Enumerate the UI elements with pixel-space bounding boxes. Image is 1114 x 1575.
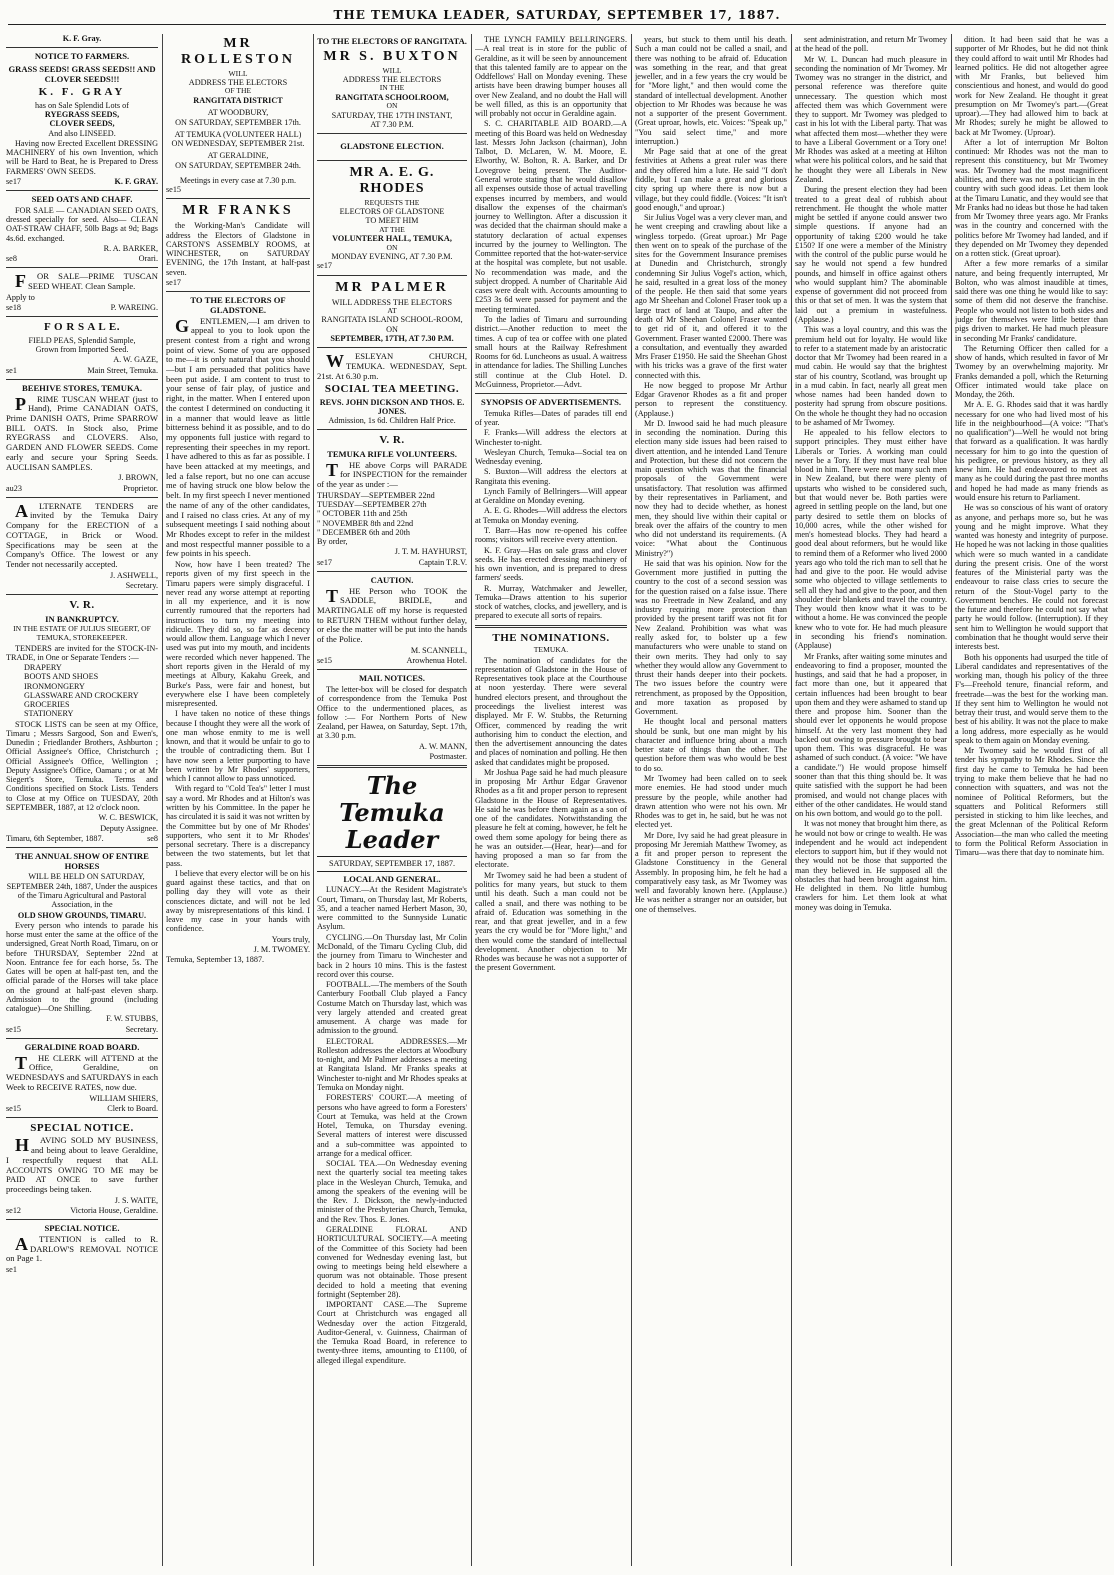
horse-show-heading: THE ANNUAL SHOW OF ENTIRE HORSES	[15, 851, 149, 871]
rifle-date: " DECEMBER 6th and 20th	[317, 527, 410, 537]
buxton-line: ADDRESS THE ELECTORS	[342, 75, 442, 85]
rolleston-line: OF THE	[224, 86, 252, 96]
ad-reference: se8	[6, 254, 17, 264]
buxton-to: TO THE ELECTORS OF RANGITATA.	[317, 36, 467, 46]
ad-reference: se15	[6, 1024, 22, 1034]
rifle-title: Captain T.R.V.	[418, 557, 467, 567]
nominations-paragraph: dition. It had been said that he was a supporter of Mr Rhodes, but he did not think they could afford to wait until Mr Rhodes had learned politics. He did not altogether agree with Mr Franks, but believed him conscientious and honest, and would do good work for New Zealand. He thought it great presumption on Mr Twomey's part.—(Great uproar).—They had allowed him to back at Mr Rhodes; surely he might be allowed to back at Mr Twomey. (Uproar).	[955, 35, 1108, 137]
ad-reference: se17	[166, 277, 182, 287]
oats-body: FOR SALE — CANADIAN SEED OATS, dressed specially for seed. Also— CLEAN OAT-STRAW CHAFF, 50lb Bags at 9d; Bags 4s.6d. exchanged.	[6, 205, 158, 243]
synopsis-item: Lynch Family of Bellringers—Will appear at Geraldine on Monday evening.	[475, 486, 627, 506]
nominations-paragraph: He said that was his opinion. Now for the Government more justified in putting the country to the cost of a second session was for the question raised on a false issue. There was no Freetrade in New Zealand, and any industry requiring more protection than provided by the present tariff was not fit for New Zealand. Prohibition was what was really asked for, to bolster up a few manufacturers who were unable to stand on their own merits. They had only to say whether they would allow any Government to thrust their hands deeper into their pockets. The two issues before the country were retrenchment, as proposed by the Opposition, and more taxation as proposed by Government.	[635, 558, 787, 717]
synopsis-item: F. Franks—Will address the electors at Winchester to-night.	[475, 428, 627, 447]
vr-crest: V. R.	[69, 599, 95, 612]
rolleston-line: RANGITATA DISTRICT	[193, 96, 283, 106]
caution-body: THE Person who TOOK the SADDLE, BRIDLE, and MARTINGALE off my horse is requested to RETURN THEM without further delay, or else the matter will be put into the hands of the Police.	[317, 585, 467, 645]
bankruptcy-body: TENDERS are invited for the STOCK-IN-TRADE, in One or Separate Tenders :—	[6, 643, 158, 662]
palmer-line: AT	[387, 305, 397, 315]
nominations-paragraph: It was not money that brought him there, as he would not bow or cringe to wealth. He was independent and he would act independent electors to support him, but if they would not they would not be those that supported the man they believed in. He supposed all the obstacles that had been brought against him. He delighted in them. No little humbug crawlers for him. Let them look at what money was doing in Temuka.	[795, 819, 947, 912]
brown-title: Proprietor.	[123, 483, 158, 493]
gray-body: Having now Erected Excellent DRESSING MACHINERY of his own Invention, which will be Hard to Beat, he is Prepared to Dress FARMERS' OWN SEEDS.	[6, 138, 158, 176]
rolleston-line: ADDRESS THE ELECTORS	[188, 78, 288, 88]
nominations-paragraph: Both his opponents had usurped the title of Liberal candidates and representatives of the working man, though his policy of the three F's—Freehold tenure, financial reform, and freetrade—was the best for the working man. If they sent him to Wellington he would not betray their trust, and would serve them to the best of his ability. It was not the place to make a long address, more especially as he would speak to them again on Monday evening.	[955, 652, 1108, 745]
franks-name: MR FRANKS	[182, 203, 294, 219]
rifle-body: THE above Corps will PARADE for INSPECTION for the remainder of the year as under :—	[317, 459, 467, 490]
mail-signature: A. W. MANN,	[419, 741, 467, 751]
bankruptcy-subheading: IN THE ESTATE OF JULIUS SIEGERT, OF TEMUKA, STOREKEEPER.	[13, 624, 151, 642]
local-paragraph: SOCIAL TEA.—On Wednesday evening next the quarterly social tea meeting takes place in the Wesleyan Church, Temuka, and among the speakers of the evening will be the Rev. J. Dickson, the newly-inducted minister of the Presbyterian Church, Temuka, and the Rev. Thos. E. Jones.	[317, 1159, 467, 1224]
rolleston-time: Meetings in every case at 7.30 p.m.	[179, 175, 297, 185]
buxton-line: RANGITATA SCHOOLROOM,	[335, 92, 449, 102]
gladstone-election-heading: GLADSTONE ELECTION.	[340, 141, 444, 152]
nominations-paragraph: Mr Twomey said he would first of all tender his sympathy to Mr Rhodes. Since the first day he came to Temuka he had been trying to make them believe that he had no connection with squatters, and was not the nominee of Political Reformers, but the squatters and Political Reformers still persisted in sticking to him like leeches, and the great Mclennan of the Political Reform Association—the man who called the meeting to form the Political Reform Association in Timaru—was there that day to nominate him.	[955, 746, 1108, 858]
nominations-paragraph: After a few more remarks of a similar nature, and being frequently interrupted, Mr Bolton, who was almost inaudible at times, said there was one thing he would like to say: some of them did not deserve the franchise. People who would not listen to both sides and judge for themselves were little better than pigs driven to market. He had much pleasure in seconding Mr Franks' candidature.	[955, 259, 1108, 343]
mail-body: The letter-box will be closed for despatch of correspondence from the Temuka Post Office to the undermentioned places, as follow :— For Northern Ports of New Zealand, per Hawea, on Saturday, Sept. 17th, at 3.30 p.m.	[317, 685, 467, 741]
letter-paragraph: I believe that every elector will be on his guard against these tactics, and that on polling day they will vote as their consciences dictate, and will not be led away by misrepresentations of this kind. I leave my case in your hands with confidence.	[166, 868, 310, 934]
letter-signature: J. M. TWOMEY.	[253, 944, 310, 954]
gray-line: RYEGRASS SEEDS,	[44, 110, 120, 120]
charitable-paragraph: S. C. CHARITABLE AID BOARD.—A meeting of this Board was held on Wednesday last. Messrs John Jackson (chairman), John Talbot, D. McLaren, W. M. Moore, E. Elworthy, W. Bolton, R. A. Barker, and Dr Lovegrove being present. The Auditor-General wrote stating that he would disallow all expenses outside those of actual travelling expenses incurred by members, and would disallow the expenses of the chairman's journey to Wellington. After a discussion it was decided that the chairman should make a statutory declaration of actual expenses incurred by the journey to Wellington. The Committee reported that the hot-water-service at the hospital was complete, but not usable. No recommendation was made, and the subject dropped. A number of Charitable Aid cases were dealt with. Accounts amounting to £253 3s 6d were passed for payment and the meeting terminated.	[475, 119, 627, 314]
nominations-paragraph: Mr Page said that at one of the great festivities at Athens a great ruler was there and they offered him a lute. He said "I don't fiddle, but I can make a great and glorious city spring up where there is now but a village, but they could fiddle. (Voices: "It isn't good enough," and uproar.)	[635, 147, 787, 212]
stock-item: GLASSWARE AND CROCKERY	[24, 690, 139, 700]
ad-reference: se17	[6, 176, 22, 186]
nominations-paragraph: sent administration, and return Mr Twomey at the head of the poll.	[795, 35, 947, 54]
letter-heading: TO THE ELECTORS OF GLADSTONE.	[190, 295, 286, 315]
nominations-paragraph: He now begged to propose Mr Arthur Edgar Gravenor Rhodes as a fit and proper person to represent the constituency. (Applause.)	[635, 380, 787, 418]
for-sale-line: FIELD PEAS, Splendid Sample,	[28, 335, 136, 345]
nominations-paragraph: Sir Julius Vogel was a very clever man, and he went creeping and crawling about like a wingless torpedo. (Great uproar.) Mr Page then went on to speak of the purchase of the sites for the Government Insurance premises at Dunedin and Christchurch, strongly condemning Sir Julius Vogel's action, which, he said, resulted in a great loss of the money of the people. He then said that some years ago Mr Sheehan and Colonel Fraser took up a large tract of land at Taupo, and after the death of Mr Sheehan Colonel Fraser wanted to get rid of it, and offered it to the Government. Fraser wanted £2000. There was a consultation, and eventually they awarded Mrs Fraser £1950. He said the Sheehan Ghost with his tricks was a grave of the first water connected with this.	[635, 213, 787, 380]
horse-show-body: WILL BE HELD ON SATURDAY, SEPTEMBER 24th, 1887, Under the auspices of the Timaru Agricultural and Pastoral Association, in the	[6, 872, 158, 910]
column-advertisements-1	[6, 34, 158, 1566]
synopsis-item: A. E. G. Rhodes—Will address the electors at Temuka on Monday evening.	[475, 506, 627, 525]
palmer-name: MR PALMER	[335, 279, 449, 295]
rhodes-line: VOLUNTEER HALL, TEMUKA,	[332, 234, 452, 244]
local-paragraph: LUNACY.—At the Resident Magistrate's Court, Timaru, on Thursday last, Mr Roberts, 35, and a teacher named Herbert Mason, 30, were committed to the Sunnyside Lunatic Asylum.	[317, 885, 467, 932]
waite-place: Victoria House, Geraldine.	[70, 1205, 158, 1215]
geraldine-road-heading: GERALDINE ROAD BOARD.	[24, 1042, 140, 1052]
synopsis-heading: SYNOPSIS OF ADVERTISEMENTS.	[480, 397, 622, 408]
masthead-rule	[8, 24, 1106, 25]
rifle-date: " NOVEMBER 8th and 22nd	[317, 518, 414, 528]
rhodes-line: TO MEET HIM	[365, 216, 419, 226]
stock-item: IRONMONGERY	[24, 681, 85, 691]
special-notice-2-body: ATTENTION is called to R. DARLOW'S REMOVAL NOTICE on Page 1.	[6, 1233, 158, 1264]
column-divider	[951, 34, 952, 1566]
local-paragraph: CYCLING.—On Thursday last, Mr Colin McDonald, of the Timaru Cycling Club, did the journey from Timaru to Winchester and back in 2 hours 10 mins. This is the fastest record over this course.	[317, 932, 467, 979]
ad-reference: se8	[147, 833, 158, 843]
rhodes-line: ON	[386, 242, 398, 252]
buxton-line: SATURDAY, THE 17TH INSTANT,	[331, 110, 453, 120]
nominations-paragraph: He appealed to his fellow electors to support principles. They must either have Liberals or Tories. A working man could never be a Tory. If they must have real blue blood in him. There were not many such men in New Zealand, but there were plenty of upstarts who wished to be considered such, but that would never be. Both parties were agreed in settling people on the land, but one party desired to settle them on blocks of 10,000 acres, while the other wished for men's homestead blocks. They had heard a good deal about reformers, but he would like to remind them of a Reformer who lived 2000 years ago who told the rich man to sell that he had and give to the poor. He would advise some who objected to village settlements to sell all they had and give to the poor, and then shoulder their blankets and travel the country. They would then know what it was to be without a home. He was convinced the people knew who to vote for. He had much pleasure in seconding his friend's nomination. (Applause)	[795, 428, 947, 651]
stock-body: STOCK LISTS can be seen at my Office, Timaru ; Messrs Sargood, Son and Ewen's, Dunedin ; Friedlander Brothers, Ashburton ; Official Assignee's Office, Christchurch ; Official Assignee's Office, Wellington ; Deputy Assignee's Office, Oamaru ; or at Mr Siegert's Store, Temuka. Terms and Conditions specified on Stock Lists. Tenders to Close at my Office on TUESDAY, 20th SEPTEMBER, 1887, at 12 o'clock noon.	[6, 719, 158, 813]
letter-paragraph: I have taken no notice of these things because I thought they were all the work of one man whose enmity to me is well known, and that it would be unfair to go to the trouble of contradicting them. But I have now seen a letter purporting to have been written by Mr Rhodes' supporters, which I cannot allow to pass unnoticed.	[166, 709, 310, 784]
synopsis-item: K. F. Gray—Has on sale grass and clover seeds. He has erected dressing machinery of his own invention, and is prepared to dress farmers' seeds.	[475, 545, 627, 583]
column-news-6	[795, 34, 947, 1566]
buxton-line: ON	[386, 101, 398, 111]
column-advertisements-2	[166, 34, 310, 1566]
letter-paragraph: Now, how have I been treated? The reports given of my first speech in the Timaru papers were simply disgraceful. I never read any worse attempt at reporting in all my experience, and it is now currently rumoured that the reporters had instructions to turn my meeting into ridicule. They did so, so far as decency would allow them. Language which I never used was put into my mouth, and incidents were recorded which never happened. The short reports given in the Herald of my meetings at Albury, Kakahu Greek, and Burke's Pass, were fair and honest, but everywhere else I have been completely misrepresented.	[166, 560, 310, 709]
palmer-line: WILL ADDRESS THE ELECTORS	[331, 297, 453, 307]
nominations-heading: THE NOMINATIONS.	[492, 631, 610, 644]
beehive-heading: BEEHIVE STORES, TEMUKA.	[21, 382, 143, 393]
franks-body: the Working-Man's Candidate will address the Electors of Gladstone in CARSTON'S ASSEMBLY ROOMS, at WINCHESTER, on SATURDAY EVENING, the 17th Instant, at half-past seven.	[166, 221, 310, 277]
ad-reference: au23	[6, 483, 22, 493]
stock-item: BOOTS AND SHOES	[24, 672, 99, 682]
rifle-date: TUESDAY—SEPTEMBER 27th	[317, 499, 427, 509]
rifle-by-order: By order,	[317, 537, 348, 547]
rolleston-line: ON SATURDAY, SEPTEMBER 17th.	[175, 117, 301, 127]
special-notice-heading: SPECIAL NOTICE.	[30, 1122, 134, 1135]
geraldine-road-body: THE CLERK will ATTEND at the Office, Geraldine, on WEDNESDAYS and SATURDAYS in each Week to RECEIVE RATES, now due.	[6, 1052, 158, 1092]
for-sale-heading: F O R S A L E.	[44, 321, 120, 334]
ladies-paragraph: To the ladies of Timaru and surrounding district.—Another reduction to meet the times. A cup of tea or coffee with one plated small hours at the Railway Refreshment Rooms for 6d. Luncheons as usual. A waitress in attendance for ladies. The Shilling Lunches still continue at the Club Hotel. D. McGuinness, Proprietor.—Advt.	[475, 314, 627, 389]
gaze-place: Main Street, Temuka.	[87, 365, 158, 375]
nominations-paragraph: He was so conscious of his want of oratory as anyone, and perhaps more so, but he was young and he might improve. What they wanted was honesty and integrity of purpose. He hoped he was not lacking in those qualities which were so much wanted in a candidate during the present crisis. One of the worst features of the Ministerial party was the endeavour to raise class cries to secure the return of the Stout-Vogel party to the Government benches. He could not forecast the future and therefore he could not say what party he would follow. (Interruption). If they sent him to Wellington he would support that combination that he thought would serve their interests best.	[955, 503, 1108, 652]
shiers-name: WILLIAM SHIERS,	[89, 1093, 158, 1103]
nominations-paragraph: Mr A. E. G. Rhodes said that it was hardly necessary for one who had lived most of his life in the neighbourhood—(A voice: "That's no qualification")—Well he would not bring that forward as a qualification. It was hardly necessary for him to go into the question of his pedigree, or previous history, as they all knew him. He had endeavoured to meet as many as he could during the past three months and hoped he had made as many friends as would ensure his return to Parliament.	[955, 400, 1108, 503]
mail-title: Postmaster.	[429, 751, 467, 761]
ad-reference: se15	[166, 185, 182, 195]
buxton-line: IN THE	[379, 83, 405, 93]
nominations-paragraph: The nomination of candidates for the representation of Gladstone in the House of Representatives took place at the Courthouse at noon yesterday. There were several hundred electors present, and throughout the proceedings the liveliest interest was displayed. Mr F. W. Stubbs, the Returning Officer, commenced by reading the writ authorising him to conduct the election, and then the advertisement announcing the dates and places of nomination and polling. He then asked that candidates might be proposed.	[475, 655, 627, 767]
letter-date: Temuka, September 13, 1887.	[166, 955, 265, 965]
letter-paragraph: GENTLEMEN,—I am driven to appeal to you to look upon the present contest from a right and wrong point of view. Some of you are opposed to me—it is only natural that you should—but I am persuaded that politics have been put aside. I am content to trust to your sense of fair play, of justice and right, in the matter. When I entered upon the contest I determined on conducting it in a manner that would leave as little bitterness behind it as possible, and to do my opponents full justice with regard to representing their speeches in my report. I have adhered to this as far as possible. I have been attacked at my meetings, and led a false report, but no one can accuse me of having struck one blow below the belt. In my first speech I never mentioned the name of any of the other candidates, and I raised no class cries. At any of my subsequent meetings I said nothing about Mr Rhodes except to refer in the mildest and most respectful manner possible to a few points in his speech.	[166, 315, 310, 559]
rolleston-line: ON SATURDAY, SEPTEMBER 24th.	[175, 160, 301, 170]
beswick-name: W. C. BESWICK,	[98, 813, 158, 823]
rhodes-name: MR A. E. G. RHODES	[349, 165, 435, 196]
nominations-paragraph: During the present election they had been treated to a great deal of rubbish about retrenchment. He thought the whole matter might be settled if anyone could answer two simple questions. If anyone had an opportunity of taking £200 would he take £150? If one were a member of the Ministry with the control of the public purse would he say he would not spend a few hundred pounds, and himself in office against others who would supplant him? The abominable expense of government did not proceed from this or that set of men. It was the system that laid out a premium in wastefulness. (Applause.)	[795, 185, 947, 324]
mail-heading: MAIL NOTICES.	[359, 673, 425, 684]
nominations-paragraph: Mr Twomey said he had been a student of politics for many years, but stuck to them until his death. Such a man could not be called a snail, and there was nothing to be afraid of. Education was something in the rear, and that great jeweller, and in a few years the cry would be for "More light," and then would come the standard of intellectual development. Another objection to Mr Rhodes was because he was not a supporter of the present Government.	[475, 870, 627, 973]
rhodes-line: REQUESTS THE	[364, 197, 420, 207]
ad-reference: se15	[6, 1103, 22, 1113]
gray-signature: K. F. GRAY.	[114, 176, 158, 186]
rolleston-line: AT WOODBURY,	[207, 108, 269, 118]
ashwell-title: Secretary.	[125, 580, 158, 590]
grass-seeds-heading: GRASS SEEDS! GRASS SEEDS!! AND CLOVER SEEDS!!!	[8, 63, 156, 84]
rolleston-will: WILL	[228, 68, 248, 78]
buxton-line: AT 7.30 P.M.	[370, 120, 414, 130]
rifle-heading: TEMUKA RIFLE VOLUNTEERS.	[327, 448, 457, 459]
beswick-title: Deputy Assignee.	[100, 823, 158, 833]
nominations-paragraph: Mr Joshua Page said he had much pleasure in proposing Mr Arthur Edgar Gravenor Rhodes as a fit and proper person to represent Gladstone in the House of Representatives. He said he was before them again as a son of one of the candidates. Notwithstanding the pleasure he felt at coming, however, he felt he owed them some apology for being there as he was an outsider.—(Hear, hear)—and for having proposed a man so far from the electorate.	[475, 767, 627, 870]
stubbs-name: F. W. STUBBS,	[106, 1014, 158, 1024]
dairy-tender-body: ALTERNATE TENDERS are invited by the Temuka Dairy Company for the ERECTION of a COTTAGE, in Brick or Wood. Specifications may be seen at the Company's Office. The lowest or any Tender not necessarily accepted.	[6, 500, 158, 569]
rhodes-line: ELECTORS OF GLADSTONE	[339, 207, 445, 217]
rolleston-line: AT TEMUKA (VOLUNTEER HALL)	[174, 129, 302, 139]
brown-name: J. BROWN,	[118, 473, 158, 483]
social-tea-heading: SOCIAL TEA MEETING.	[324, 383, 460, 396]
palmer-line: SEPTEMBER, 17TH, AT 7.30 P.M.	[330, 333, 454, 343]
stubbs-title: Secretary.	[125, 1024, 158, 1034]
wheat-body: FOR SALE—PRIME TUSCAN SEED WHEAT. Clean Sample.	[15, 271, 158, 292]
caution-signature: M. SCANNELL,	[410, 645, 467, 655]
column-divider	[313, 34, 314, 1566]
rifle-signature: J. T. M. HAYHURST,	[394, 547, 467, 557]
wheat-signature: P. WAREING.	[110, 303, 158, 313]
synopsis-item: Temuka Rifles—Dates of parades till end of year.	[475, 408, 627, 428]
buxton-name: MR S. BUXTON	[323, 48, 461, 64]
column-news-4	[475, 34, 627, 1566]
column-advertisements-3	[317, 34, 467, 1566]
notice-heading: NOTICE TO FARMERS.	[34, 51, 130, 62]
gray-line: has on Sale Splendid Lots of	[35, 100, 129, 110]
ad-reference: se17	[317, 557, 333, 567]
social-tea-admission: Admission, 1s 6d. Children Half Price.	[328, 416, 456, 426]
waite-name: J. S. WAITE,	[114, 1195, 158, 1205]
oats-heading: SEED OATS AND CHAFF.	[31, 194, 133, 205]
nominations-paragraph: After a lot of interruption Mr Bolton continued: Mr Rhodes was not the man to represent this constituency, but Mr Twomey was. Mr Twomey had the most magnificent abilities, and there was not a politician in the country with such good ideas. Let them look at the Timaru Lunatic, and they would see that Mr Franks had no ideas but those he had taken from Mr Twomey three years ago. Mr Franks was in the country and concerned with the politics before Mr Twomey had landed, and if they depended on Mr Twomey they depended on a rotten stick. (Great uproar).	[955, 137, 1108, 259]
caution-heading: CAUTION.	[370, 574, 414, 585]
column-divider	[471, 34, 472, 1566]
column-divider	[162, 34, 163, 1566]
ashwell-name: J. ASHWELL,	[110, 570, 158, 580]
local-paragraph: ELECTORAL ADDRESSES.—Mr Rolleston addresses the electors at Woodbury to-night, and Mr Palmer addresses a meeting at Rangitata Island. Mr Franks speaks at Winchester to-night and Mr Rhodes speaks at Temuka on Monday night.	[317, 1036, 467, 1092]
oats-place: Orari.	[138, 254, 158, 264]
palmer-line: RANGITATA ISLAND SCHOOL-ROOM, ON	[321, 315, 463, 334]
horse-show-details: Every person who intends to parade his horse must enter the same at the office of the undersigned, Great North Road, Timaru, on or before THURSDAY, September 22nd at Noon. Entrance fee for each horse, 5s. The Gates will be open at half-past ten, and the official parade of the Horses will take place on the ground at half-past eleven sharp. Admission to the ground (including catalogue)—One Shilling.	[6, 920, 158, 1014]
lynch-paragraph: THE LYNCH FAMILY BELLRINGERS.—A real treat is in store for the public of Geraldine, as it will be seen by announcement that this talented family are to appear on the Oddfellows' Hall on Monday evening. These artists have been drawing bumper houses all over New Zealand, and no doubt the Hall will be well filled, as this is an opportunity that will probably not occur in Geraldine again.	[475, 35, 627, 119]
wheat-apply: Apply to	[6, 292, 35, 302]
for-sale-line: Grown from Imported Seed.	[35, 345, 129, 355]
vr-crest: V. R.	[379, 434, 405, 447]
stock-item: GROCERIES	[24, 700, 70, 710]
nominations-paragraph: years, but stuck to them until his death. Such a man could not be called a snail, and there was nothing to be afraid of. Education was something in the rear, and that great jeweller, and in a few years the cry would be for "More light," and then would come the standard of intellectual development. Another objection to Mr Rhodes was because he was not a supporter of the present Government. (Great uproar, howls, etc. Voices: "Speak up," "You said select time," and more interruption.)	[635, 35, 787, 146]
ad-reference: se12	[6, 1205, 22, 1215]
beehive-body: PRIME TUSCAN WHEAT (just to Hand), Prime CANADIAN OATS, Prime DANISH OATS, Prime SPARROW BILL OATS. In Stock also, Prime RYEGRASS and CLOVERS. Also, GARDEN AND FLOWER SEEDS. Come early and secure your Spring Seeds. AUCLISAN SAMPLES.	[6, 393, 158, 472]
local-paragraph: IMPORTANT CASE.—The Supreme Court at Christchurch was engaged all Wednesday over the action Fitzgerald, Auditor-General, v. Guinness, Chairman of the Temuka Road Board, in reference to twenty-three items, amounting to £1100, of alleged illegal expenditure.	[317, 1300, 467, 1365]
page-masthead: THE TEMUKA LEADER, SATURDAY, SEPTEMBER 17, 1887.	[333, 8, 781, 22]
gray-name-large: K. F. GRAY	[38, 86, 126, 99]
synopsis-item: T. Barr—Has now re-opened his coffee rooms; visitors will receive every attention.	[475, 525, 627, 545]
nominations-subheading: TEMUKA.	[533, 645, 569, 655]
gray-header-name: K. F. Gray.	[62, 34, 102, 43]
rolleston-line: ON WEDNESDAY, SEPTEMBER 21st.	[171, 139, 305, 149]
letter-paragraph: With regard to "Cold Tea's" letter I must say a word. Mr Rhodes and at Hilton's was written by his Committee. In the paper he has circulated it is said it was not written by the Committee but by one of Mr Rhodes' supporters, who sent it to Mr Rhodes' personal secretary. There is a discrepancy between the two statements, but let that pass.	[166, 784, 310, 868]
ad-reference: se17	[317, 261, 333, 271]
column-news-5	[635, 34, 787, 1566]
shiers-title: Clerk to Board.	[107, 1103, 158, 1113]
rhodes-line: AT THE	[379, 224, 405, 234]
gray-line: CLOVER SEEDS,	[49, 119, 115, 129]
rolleston-line: AT GERALDINE,	[207, 151, 269, 161]
bankruptcy-heading: IN BANKRUPTCY.	[45, 613, 119, 624]
ad-reference: se15	[317, 656, 333, 666]
wesleyan-body: WESLEYAN CHURCH, TEMUKA. WEDNESDAY, Sept. 21st. At 6.30 p.m.	[317, 351, 467, 381]
synopsis-item: Wesleyan Church, Temuka—Social tea on Wednesday evening.	[475, 447, 627, 467]
rifle-date: " OCTOBER 11th and 25th	[317, 509, 408, 519]
local-general-heading: LOCAL AND GENERAL.	[343, 873, 441, 884]
local-paragraph: FOOTBALL.—The members of the South Canterbury Football Club played a Fancy Costume Match on Thursday last, which was very largely attended and created great amusement. A charge was made for admission to the ground.	[317, 980, 467, 1036]
ad-reference: se18	[6, 303, 22, 313]
special-notice-2-heading: SPECIAL NOTICE.	[44, 1223, 120, 1234]
gray-line: And also LINSEED.	[48, 128, 116, 138]
caution-place: Arowhenua Hotel.	[406, 656, 467, 666]
ad-reference: se1	[6, 365, 17, 375]
nominations-paragraph: Mr Dore, Ivy said he had great pleasure in proposing Mr Jeremiah Matthew Twomey, as a fit and proper person to represent the Gladstone Constituency in the General Assembly. In proposing him, he felt he had a comparatively easy task, as Mr Twomey was well and favorably known here. (Applause.) He was neither a stranger nor an outsider, but one of themselves.	[635, 830, 787, 914]
newspaper-title: The Temuka Leader	[339, 771, 445, 855]
nominations-paragraph: The Returning Officer then called for a show of hands, which resulted in favor of Mr Twomey by an overwhelming majority. Mr Franks demanded a poll, which the Returning Officer intimated would take place on Monday, the 26th.	[955, 343, 1108, 400]
local-paragraph: GERALDINE FLORAL AND HORTICULTURAL SOCIETY.—A meeting of the Committee of this Society had been convened for Wednesday evening last, but owing to meetings being held elsewhere a quorum was not obtainable. Those present decided to hold a meeting that evening fortnight (September 28).	[317, 1224, 467, 1299]
stock-item: DRAPERY	[24, 663, 62, 673]
ad-reference: se1	[6, 1265, 17, 1275]
oats-signature: R. A. BARKER,	[103, 243, 158, 253]
nominations-paragraph: Mr Twomey had been called on to seek more enemies. He had stood under much pressure by the people, while another had drawn attention who were not his own. Mr Rhodes was to get in, he said, but he was not elected yet.	[635, 773, 787, 830]
column-divider	[631, 34, 632, 1566]
rolleston-name: MR ROLLESTON	[181, 36, 295, 67]
nominations-paragraph: Mr D. Inwood said he had much pleasure in seconding the nomination. During this election many side issues had been raised to divert attention, and he intended Land Tenure and Protection, but these did not concern the main question which was that the financial proposals of the Government were unsatisfactory. That resolution was affirmed by their representatives in Parliament, and now they had to decide whether, as honest men, they should live within their capital or break over the affairs of the country to men who did not understand its requirements. (A voice: "What about the Continuous Ministry?")	[635, 418, 787, 558]
social-tea-revs: REVS. JOHN DICKSON AND THOS. E. JONES.	[319, 397, 465, 416]
synopsis-item: R. Murray, Watchmaker and Jeweller, Temuka—Draws attention to his superior stock of watches, clocks, and jewellery, and is prepared to execute all sorts of repairs.	[475, 583, 627, 621]
buxton-line: WILL	[382, 65, 402, 75]
gaze-name: A. W. GAZE,	[113, 355, 158, 365]
local-paragraph: FORESTERS' COURT.—A meeting of persons who have agreed to form a Foresters' Court at Temuka, was held at the Crown Hotel, Temuka, on Thursday evening. Several matters of interest were discussed and a sub-committee was appointed to arrange for a medical officer.	[317, 1093, 467, 1158]
beswick-date: Timaru, 6th September, 1887.	[6, 833, 104, 843]
letter-close: Yours truly,	[271, 934, 310, 944]
nominations-paragraph: Mr W. L. Duncan had much pleasure in seconding the nomination of Mr Twomey. Mr Twomey was no stranger in the district, and personal reference was therefore quite unnecessary. The question which most affected them was which Government were they to support. Mr Twomey was pledged to cast in his lot with the Liberal party. That was what affected them most—whether they were to have a Liberal Government or a Tory one! Mr Rhodes was asked at a meeting at Hilton what were his political colors, and he said that he thought they were all Liberals in New Zealand.	[795, 54, 947, 184]
nominations-paragraph: This was a loyal country, and this was the premium held out for loyalty. He would like to refer to a statement made by an aristocratic doctor that Mr Twomey had been reared in a mud cabin. He would say that the brightest star of his country, Scotland, was brought up in a mud cabin. In fact, nearly all great men whose names had been handed down to posterity had sprung from obscure positions. On the whole he thought they had no occasion to be ashamed of Mr Twomey.	[795, 325, 947, 427]
horse-show-place: OLD SHOW GROUNDS, TIMARU.	[17, 910, 147, 920]
nominations-paragraph: He thought local and personal matters should be sunk, but one man might by his character and influence bring about a much better state of things than the other. The question before them was who would be best to do so.	[635, 717, 787, 773]
stock-item: STATIONERY	[24, 709, 74, 719]
synopsis-item: S. Buxton—Will address the electors at Rangitata this evening.	[475, 467, 627, 486]
nominations-paragraph: Mr Franks, after waiting some minutes and endeavoring to find a proposer, mounted the hustings, and said that he had a proposer, in fact more than one, but it appeared that certain influences had been brought to bear upon them and they were ashamed to stand up there and propose him. Sooner than the should ever let opponents he would propose himself. At the very last moment they had backed out owing to pressure brought to bear upon them. This was disgraceful. He was ashamed of such conduct. (A voice: "We have a candidate.") He would propose himself sooner than that this thing should be. It was quite satisfied with the support he had been promised, and would not change places with either of the other candidates. He would stand on his own bottom, and would go to the poll.	[795, 651, 947, 819]
special-notice-body: HAVING SOLD MY BUSINESS, and being about to leave Geraldine, I respectfully request that ALL ACCOUNTS OWING TO ME may be PAID AT ONCE to save further proceedings being taken.	[6, 1135, 158, 1194]
rifle-date: THURSDAY—SEPTEMBER 22nd	[317, 490, 435, 500]
rhodes-line: MONDAY EVENING, AT 7.30 P.M.	[331, 252, 453, 262]
column-divider	[791, 34, 792, 1566]
column-news-7	[955, 34, 1108, 1566]
newspaper-date: SATURDAY, SEPTEMBER 17, 1887.	[317, 856, 467, 871]
